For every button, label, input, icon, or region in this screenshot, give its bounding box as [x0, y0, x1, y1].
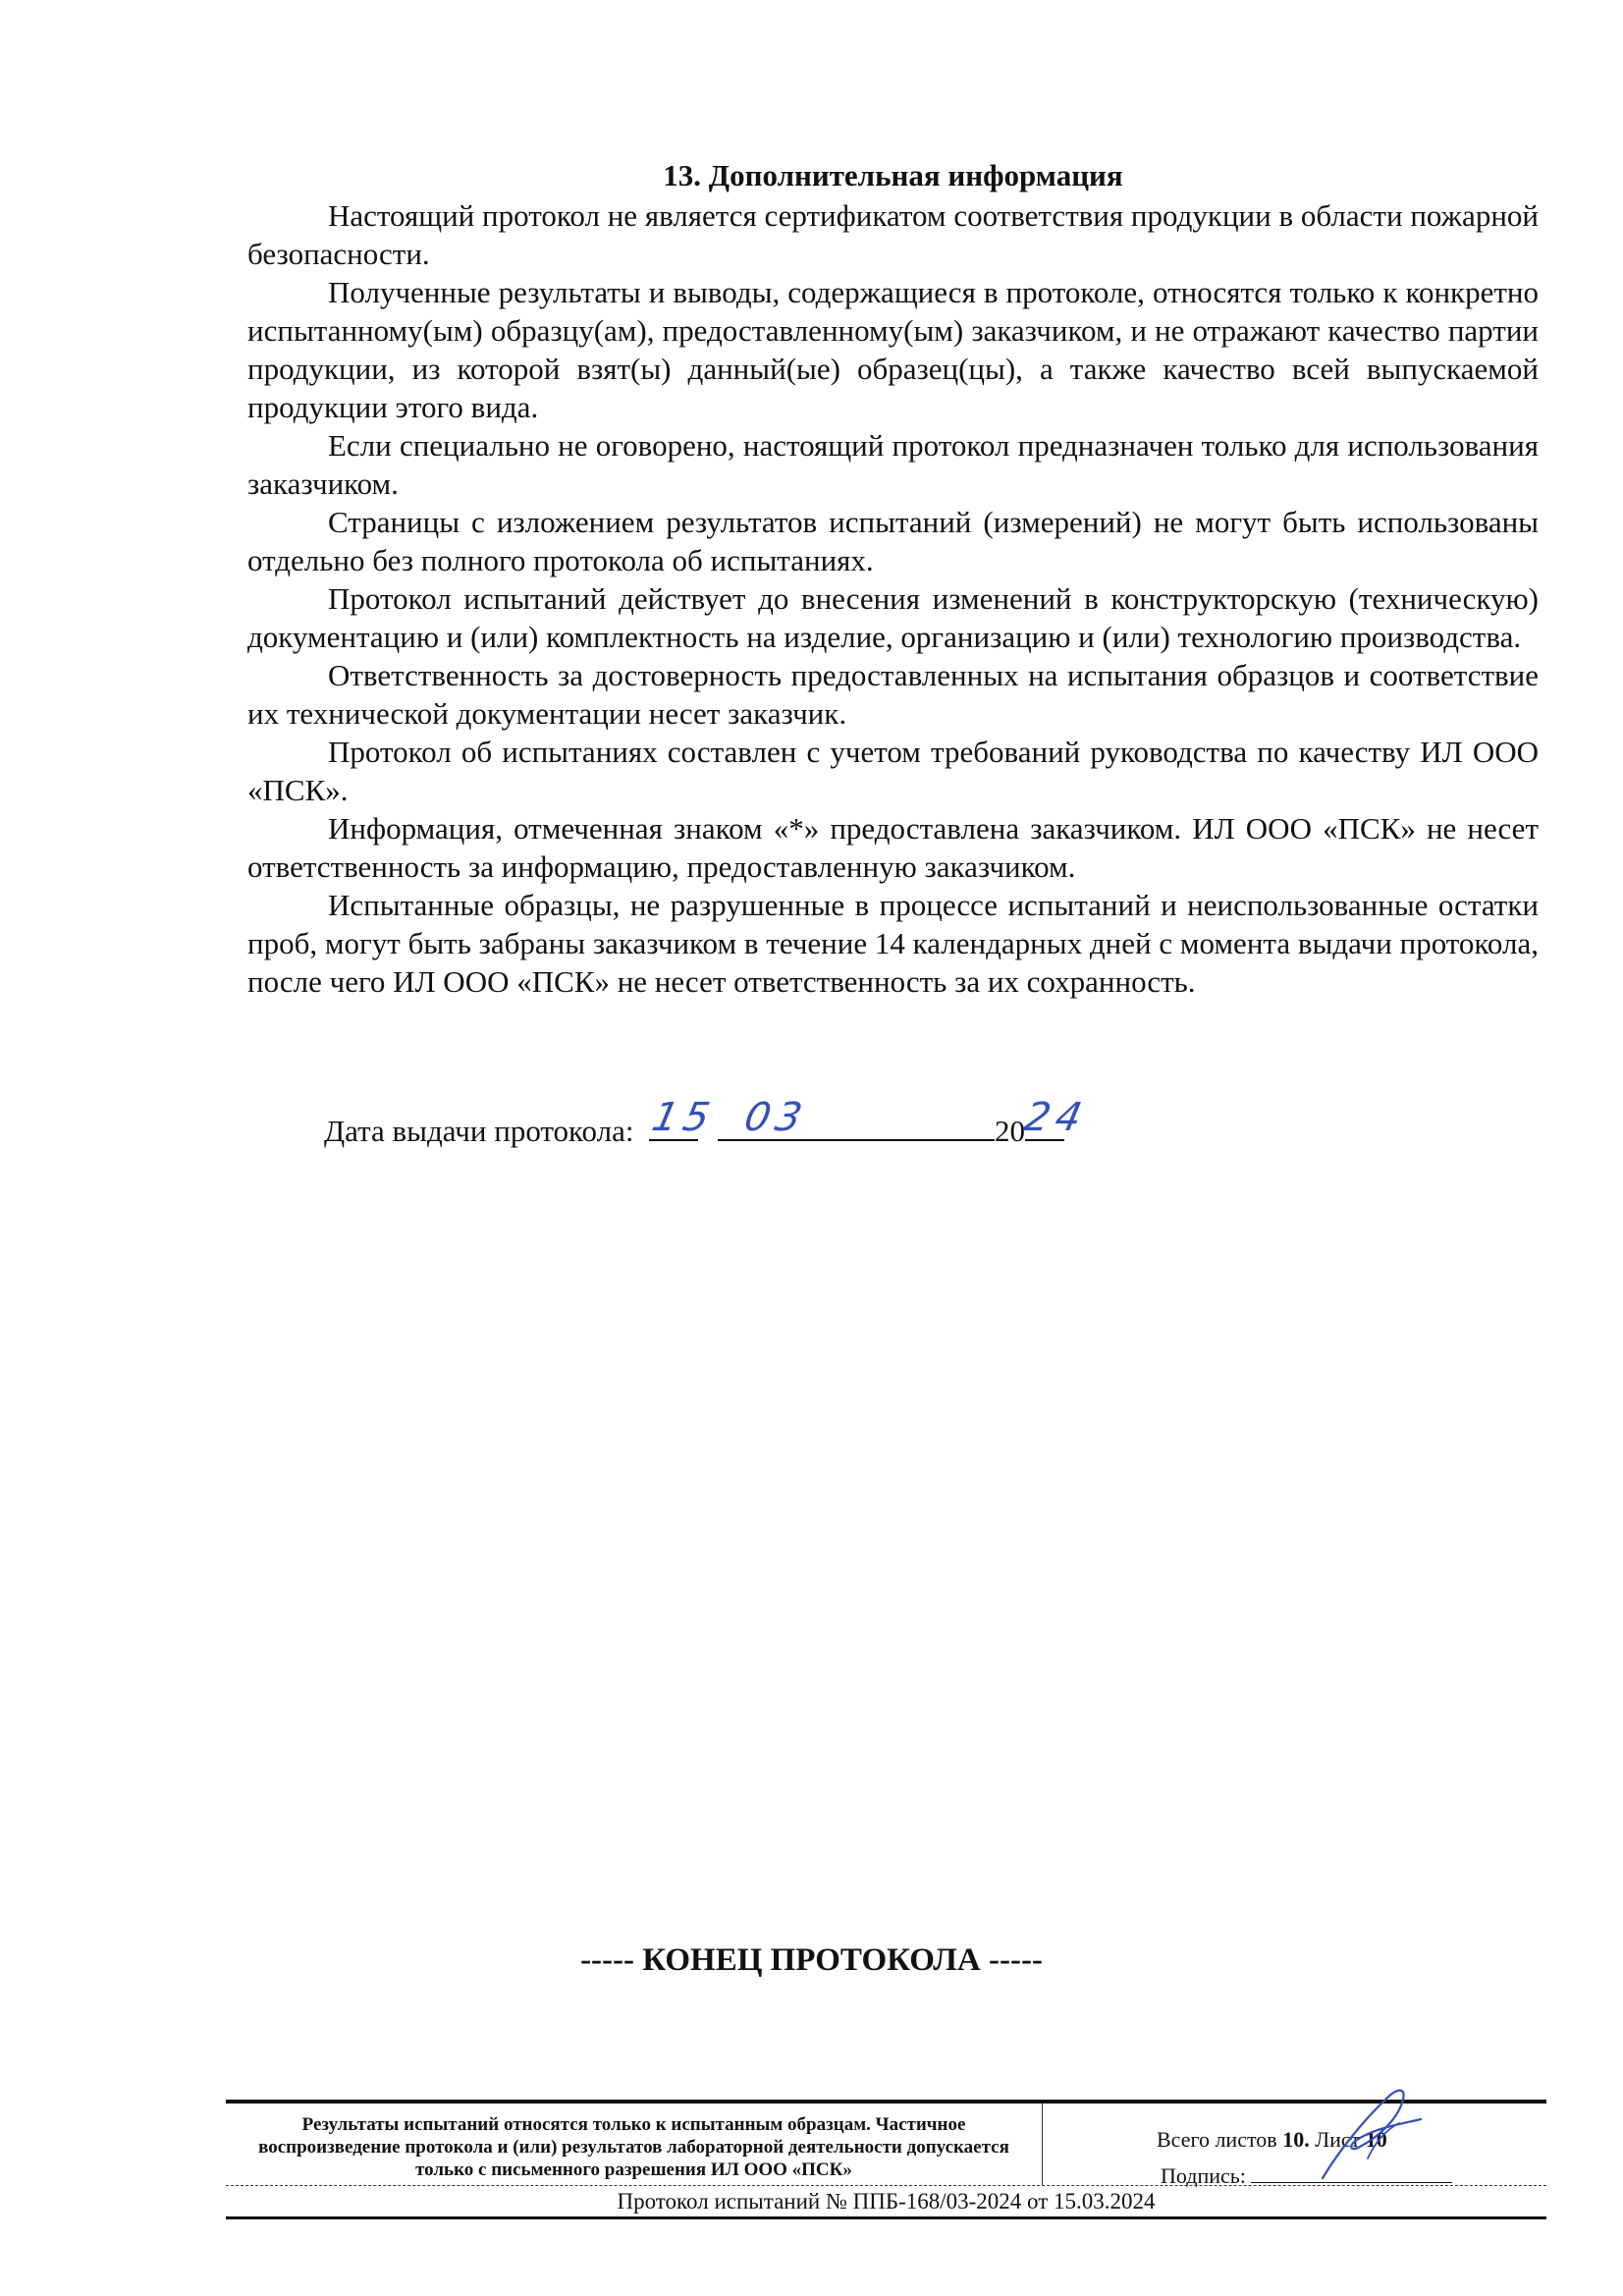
- paragraph-8: Информация, отмеченная знаком «*» предоставлена заказчиком. ИЛ ООО «ПСК» не несет ответственность за информацию, предоставленную заказчиком.: [247, 811, 1539, 884]
- issue-month-handwritten: 03: [740, 1095, 812, 1140]
- paragraph-9: Испытанные образцы, не разрушенные в процессе испытаний и неиспользованные остатки проб, могут быть забраны заказчиком в течение 14 календарных дней с момента выдачи протокола, после чего ИЛ ООО «ПСК» не несет ответственность за их сохранность.: [247, 888, 1539, 999]
- document-body: [247, 157, 1539, 1001]
- protocol-number: Протокол испытаний № ППБ-168/03-2024 от 15.03.2024: [226, 2186, 1546, 2219]
- issue-year-field: [1020, 1095, 1092, 1141]
- paragraph-3: Если специально не оговорено, настоящий протокол предназначен только для использования заказчиком.: [247, 428, 1539, 501]
- paragraph-7: Протокол об испытаниях составлен с учетом требований руководства по качеству ИЛ ООО «ПСК».: [247, 735, 1539, 807]
- footer-sheet-info: [1043, 2104, 1546, 2188]
- issue-date-line: [324, 1095, 1092, 1151]
- footer-notice: Результаты испытаний относятся только к испытанным образцам. Частичное воспроизведение протокола и (или) результатов лабораторной деятельности допускается только с письменного разрешения ИЛ ООО «ПСК»: [226, 2104, 1043, 2185]
- total-sheets-value: 10.: [1282, 2127, 1310, 2152]
- paragraph-1: Настоящий протокол не является сертификатом соответствия продукции в области пожарной безопасности.: [247, 198, 1539, 271]
- issue-year-handwritten: 24: [1020, 1095, 1092, 1140]
- end-of-protocol: ----- КОНЕЦ ПРОТОКОЛА -----: [580, 1942, 1043, 1978]
- paragraph-5: Протокол испытаний действует до внесения изменений в конструкторскую (техническую) документацию и (или) комплектность на изделие, организацию и (или) технологию производства.: [247, 581, 1539, 654]
- total-sheets-label: Всего листов: [1157, 2127, 1277, 2152]
- paragraph-2: Полученные результаты и выводы, содержащиеся в протоколе, относятся только к конкретно испытанному(ым) образцу(ам), предоставленному(ым) заказчиком, и не отражают качество партии продукции, из которой взят(ы) данный(ые) образец(цы), а также качество всей выпускаемой продукции этого вида.: [247, 275, 1539, 424]
- sheet-label: Лист: [1315, 2127, 1361, 2152]
- handwritten-signature: [1311, 2080, 1438, 2188]
- paragraph-4: Страницы с изложением результатов испытаний (измерений) не могут быть использованы отдельно без полного протокола об испытаниях.: [247, 505, 1539, 577]
- signature-label: Подпись:: [1161, 2163, 1246, 2188]
- issue-day-field: [648, 1095, 721, 1141]
- issue-century: 20: [994, 1114, 1025, 1148]
- section-heading: 13. Дополнительная информация: [663, 158, 1123, 192]
- sheet-value: 10: [1365, 2127, 1387, 2152]
- issue-date-label: Дата выдачи протокола:: [324, 1114, 634, 1148]
- issue-month-field: [718, 1095, 995, 1141]
- issue-day-handwritten: 15: [648, 1095, 721, 1140]
- paragraph-6: Ответственность за достоверность предоставленных на испытания образцов и соответствие их технической документации несет заказчик.: [247, 658, 1539, 731]
